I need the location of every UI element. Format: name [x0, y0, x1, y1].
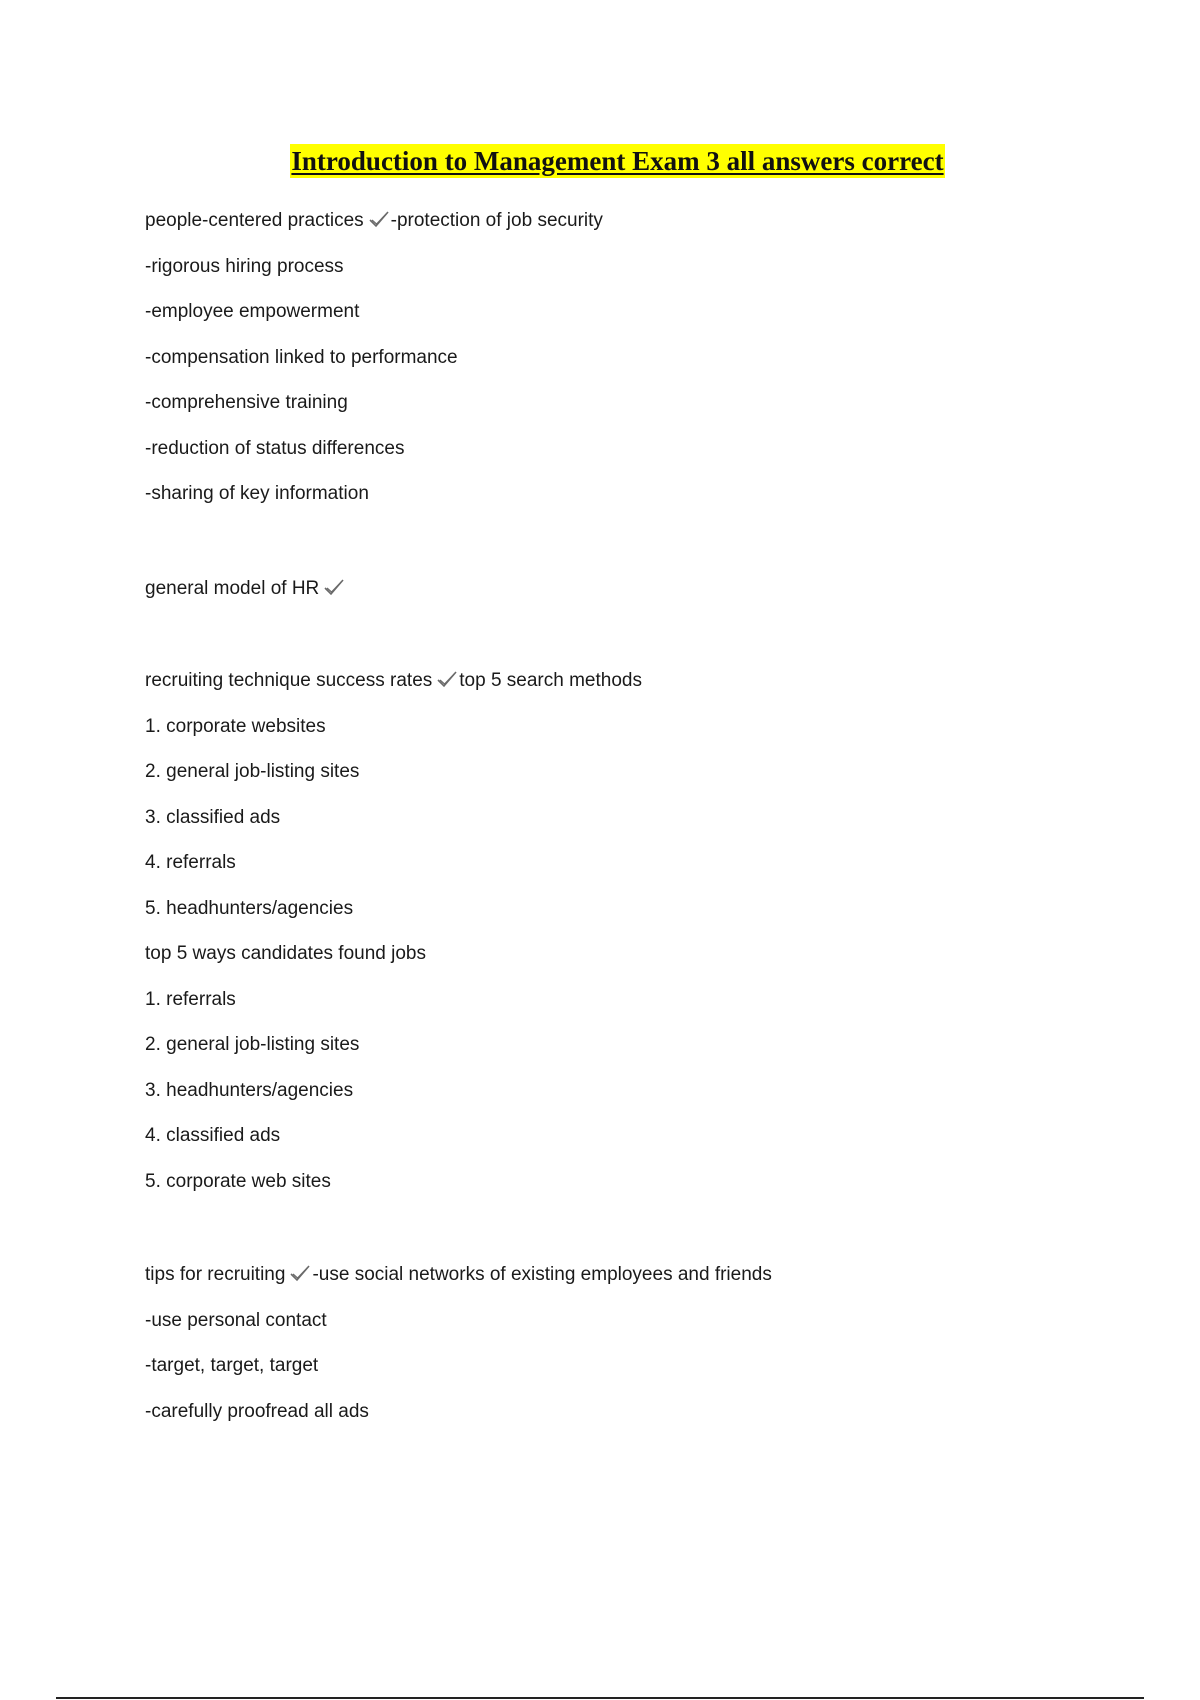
document-title: Introduction to Management Exam 3 all answers correct [291, 146, 944, 176]
card-answer-line: -carefully proofread all ads [145, 1401, 369, 1422]
card-term: people-centered practices [145, 210, 364, 231]
card-term: recruiting technique success rates [145, 670, 433, 691]
card-answer-line: 5. headhunters/agencies [145, 898, 354, 919]
card-answer-line: -use personal contact [145, 1310, 327, 1331]
card-term-line [145, 669, 642, 693]
card-answer-line: -compensation linked to performance [145, 347, 458, 368]
card-term: general model of HR [145, 578, 320, 599]
card-answer-line: top 5 search methods [459, 670, 642, 691]
card-term: tips for recruiting [145, 1264, 286, 1285]
card-answer-line: -protection of job security [390, 210, 603, 231]
card-answer-line: 4. classified ads [145, 1125, 281, 1146]
card-answer-line: -rigorous hiring process [145, 256, 344, 277]
card-answer-line: -comprehensive training [145, 392, 348, 413]
card-term-line [145, 209, 603, 233]
card-answer-line: 2. general job-listing sites [145, 1034, 360, 1055]
card-answer-line: 3. classified ads [145, 807, 281, 828]
card-term-line [145, 577, 346, 601]
title-container [0, 144, 1200, 178]
card-answer-line: -employee empowerment [145, 301, 360, 322]
card-answer-line: 3. headhunters/agencies [145, 1080, 354, 1101]
card-term-line [145, 1263, 772, 1287]
card-answer-line: 1. corporate websites [145, 716, 326, 737]
page-bottom-divider [56, 1697, 1144, 1699]
card-answer-line: -use social networks of existing employees and friends [312, 1264, 772, 1285]
card-answer-line: -reduction of status differences [145, 438, 405, 459]
card-answer-line: -target, target, target [145, 1355, 319, 1376]
check-mark-icon [323, 577, 345, 597]
check-mark-icon [289, 1263, 311, 1283]
card-answer-line: 1. referrals [145, 989, 236, 1010]
card-answer-line: -sharing of key information [145, 483, 369, 504]
card-answer-line: 5. corporate web sites [145, 1171, 331, 1192]
card-answer-line: 2. general job-listing sites [145, 761, 360, 782]
card-answer-line: 4. referrals [145, 852, 236, 873]
card-answer-line: top 5 ways candidates found jobs [145, 943, 426, 964]
check-mark-icon [368, 209, 390, 229]
check-mark-icon [436, 669, 458, 689]
